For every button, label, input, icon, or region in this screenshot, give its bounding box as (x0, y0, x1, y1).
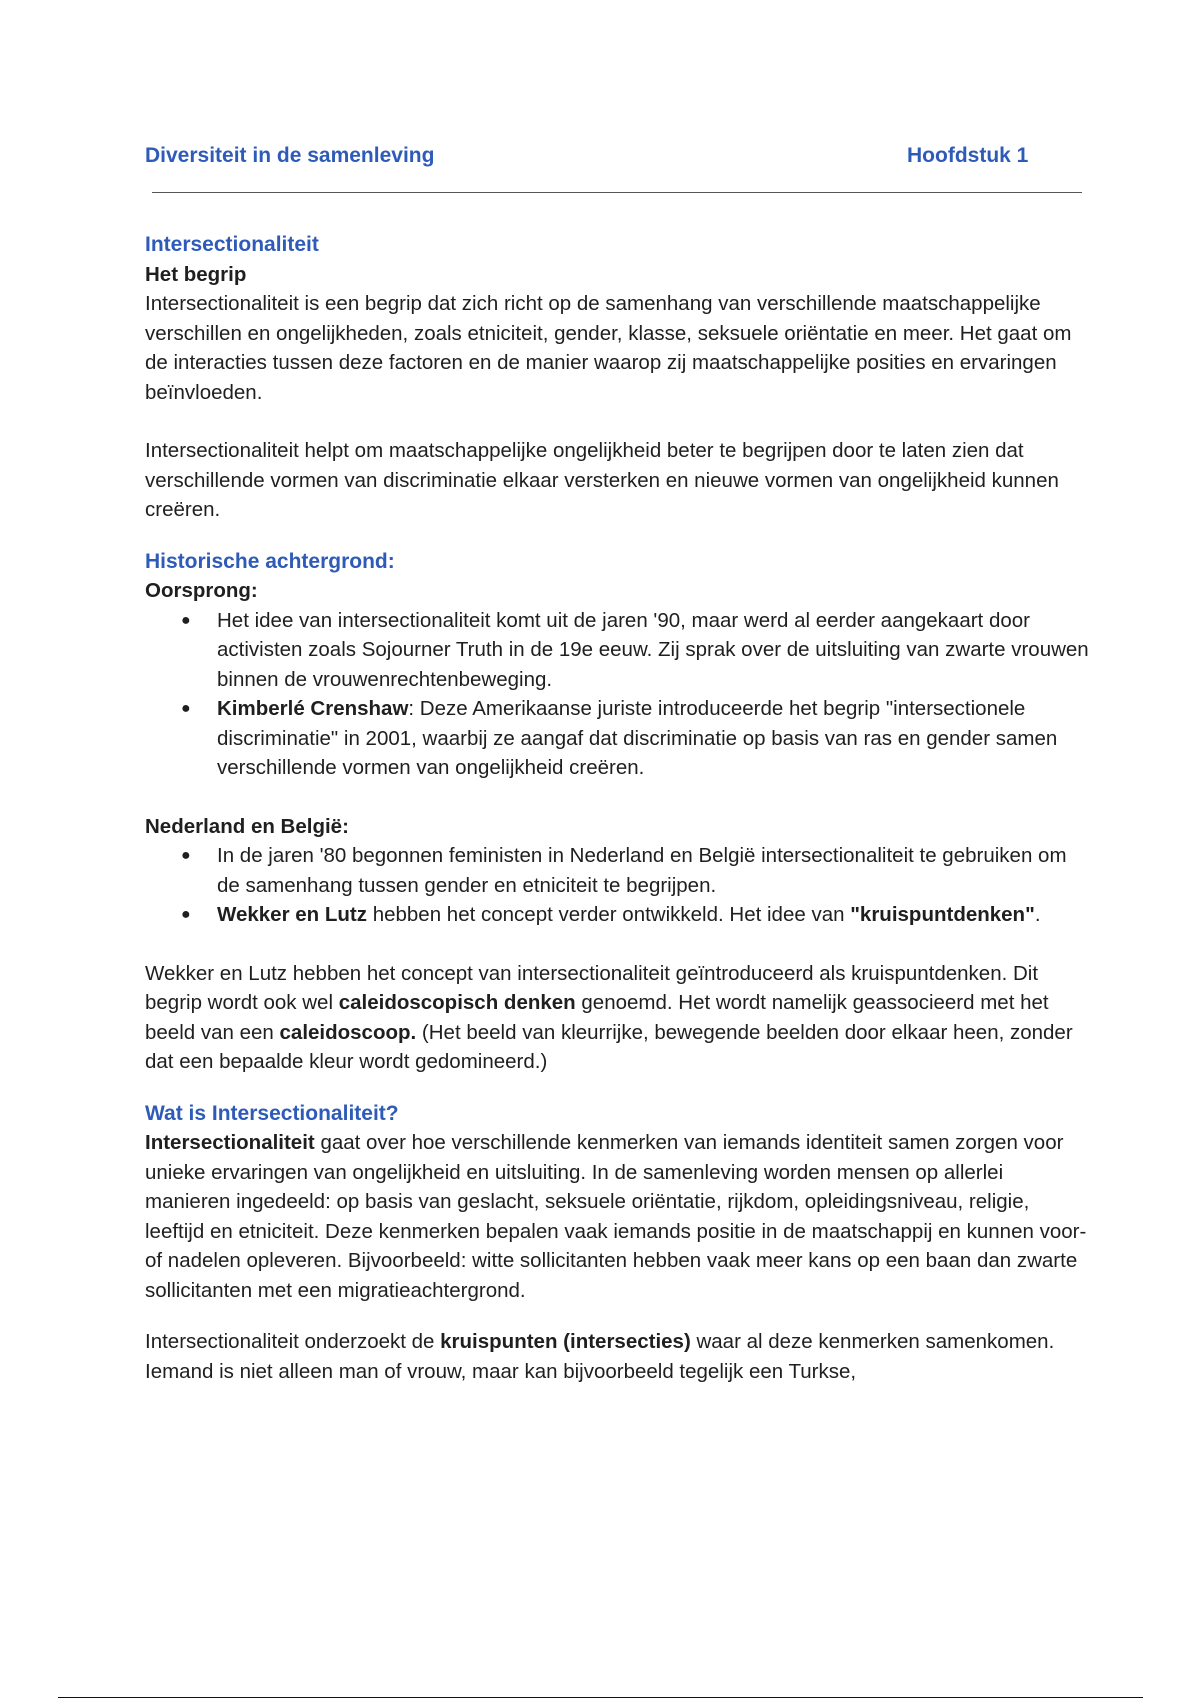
page-header (145, 144, 1035, 174)
bullet-icon: ● (181, 906, 191, 923)
section-heading-historische-achtergrond: Historische achtergrond: (145, 549, 395, 573)
bullet-icon: ● (181, 700, 191, 717)
subheading-oorsprong: Oorsprong: (145, 579, 258, 602)
paragraph-wat-is-2: Intersectionaliteit onderzoekt de kruispunten (intersecties) waar al deze kenmerken samenkomen. Iemand is niet alleen man of vrouw, maar kan bijvoorbeeld tegelijk een Turkse, (145, 1330, 1055, 1383)
list-item: ● In de jaren '80 begonnen feministen in Nederland en België intersectionaliteit te gebruiken om de samenhang tussen gender en etniciteit te begrijpen. (217, 841, 1090, 900)
subheading-het-begrip: Het begrip (145, 262, 247, 286)
paragraph-wat-is-1: Intersectionaliteit gaat over hoe verschillende kenmerken van iemands identiteit samen zorgen voor unieke ervaringen van ongelijkheid en uitsluiting. In de samenleving worden mensen op allerlei manieren ingedeeld: op basis van geslacht, seksuele oriëntatie, rijkdom, opleidingsniveau, religie, leeftijd en etniciteit. Deze kenmerken bepalen vaak iemands positie in de maatschappij en kunnen voor- of nadelen opleveren. Bijvoorbeeld: witte sollicitanten hebben vaak meer kans op een baan dan zwarte sollicitanten met een migratieachtergrond. (145, 1131, 1087, 1302)
section-heading-wat-is: Wat is Intersectionaliteit? (145, 1101, 399, 1125)
bullet-icon: ● (181, 611, 191, 629)
paragraph-begrip-2: Intersectionaliteit helpt om maatschappelijke ongelijkheid beter te begrijpen door te laten zien dat verschillende vormen van discriminatie elkaar versterken en nieuwe vormen van ongelijkheid kunnen creëren. (145, 439, 1059, 521)
document-title: Diversiteit in de samenleving (145, 144, 435, 167)
header-divider (152, 192, 1082, 193)
chapter-label: Hoofdstuk 1 (907, 144, 1029, 167)
document-body (145, 230, 1090, 1386)
bullet-icon: ● (181, 847, 191, 864)
paragraph-kruispuntdenken: Wekker en Lutz hebben het concept van intersectionaliteit geïntroduceerd als kruispuntdenken. Dit begrip wordt ook wel caleidoscopisch denken genoemd. Het wordt namelijk geassocieerd met het beeld van een caleidoscoop. (Het beeld van kleurrijke, bewegende beelden door elkaar heen, zonder dat een bepaalde kleur wordt gedomineerd.) (145, 961, 1073, 1073)
paragraph-begrip-1: Intersectionaliteit is een begrip dat zich richt op de samenhang van verschillende maatschappelijke verschillen en ongelijkheden, zoals etniciteit, gender, klasse, seksuele oriëntatie en meer. Het gaat om de interacties tussen deze factoren en de manier waarop zij maatschappelijke posities en ervaringen beïnvloeden. (145, 292, 1072, 404)
section-heading-intersectionaliteit: Intersectionaliteit (145, 233, 319, 256)
list-item: ● Het idee van intersectionaliteit komt uit de jaren '90, maar werd al eerder aangekaart door activisten zoals Sojourner Truth in de 19e eeuw. Zij sprak over de uitsluiting van zwarte vrouwen binnen de vrouwenrechtenbeweging. (217, 606, 1090, 695)
subheading-nederland-belgie: Nederland en België: (145, 814, 349, 838)
page-bottom-rule (58, 1697, 1143, 1698)
list-item: ● Wekker en Lutz hebben het concept verder ontwikkeld. Het idee van "kruispuntdenken". (217, 900, 1090, 930)
list-item: ● Kimberlé Crenshaw: Deze Amerikaanse juriste introduceerde het begrip "intersectionele discriminatie" in 2001, waarbij ze aangaf dat discriminatie op basis van ras en gender samen verschillende vormen van ongelijkheid creëren. (217, 694, 1090, 783)
list-nederland-belgie (145, 841, 1090, 930)
list-oorsprong (145, 606, 1090, 783)
